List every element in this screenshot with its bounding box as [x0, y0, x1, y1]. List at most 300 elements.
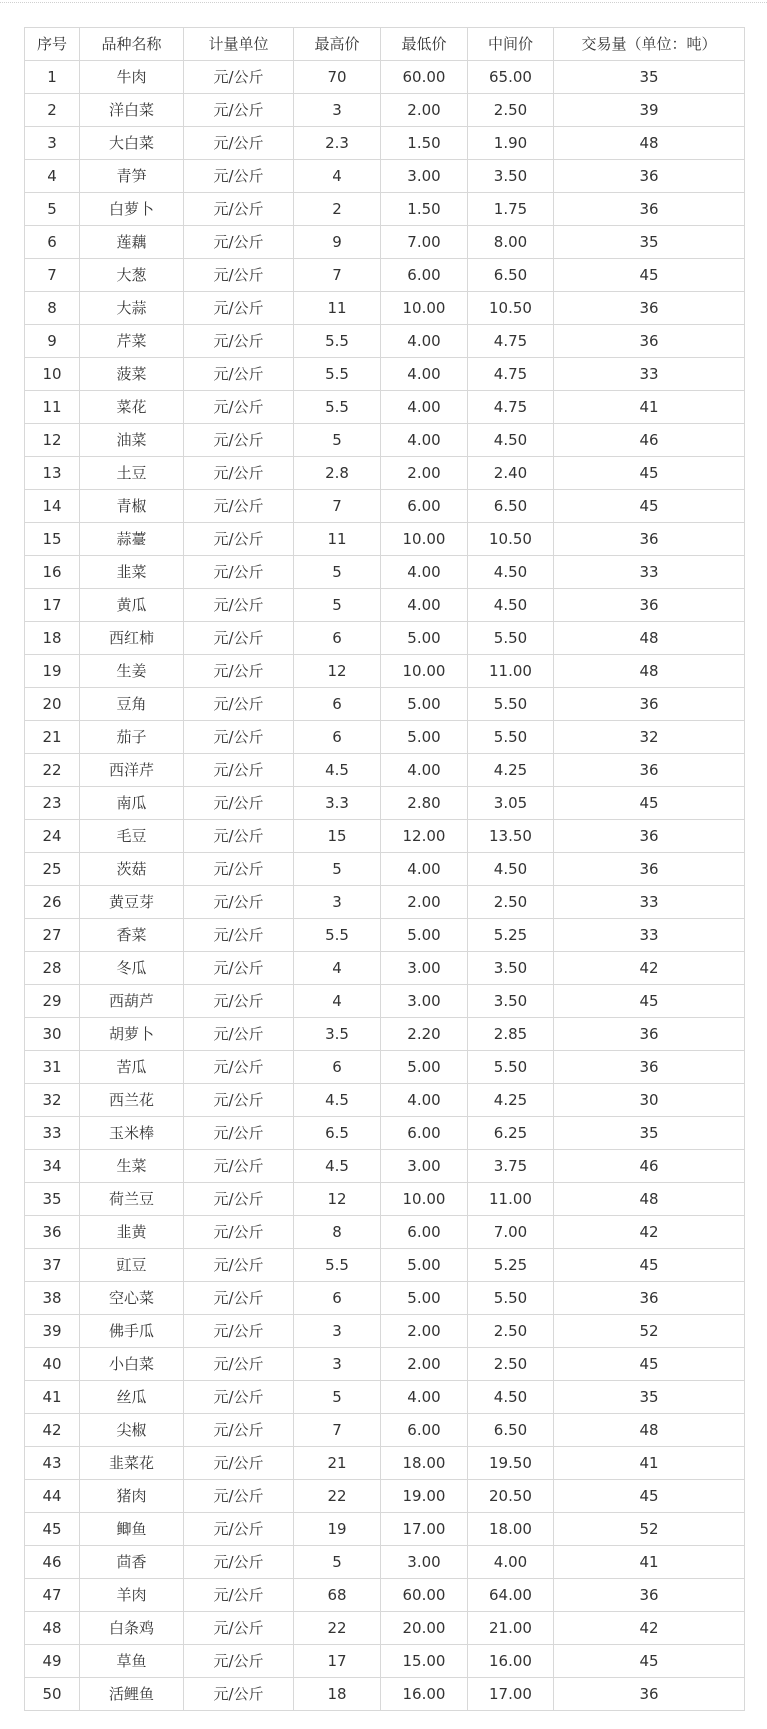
cell-volume: 45 — [554, 490, 745, 523]
cell-mid-price: 7.00 — [468, 1216, 554, 1249]
cell-max-price: 4 — [294, 985, 381, 1018]
cell-variety-name: 生菜 — [80, 1150, 184, 1183]
cell-min-price: 4.00 — [381, 424, 468, 457]
cell-volume: 35 — [554, 1381, 745, 1414]
cell-min-price: 20.00 — [381, 1612, 468, 1645]
cell-variety-name: 胡萝卜 — [80, 1018, 184, 1051]
cell-variety-name: 大葱 — [80, 259, 184, 292]
cell-seq: 8 — [25, 292, 80, 325]
cell-seq: 20 — [25, 688, 80, 721]
cell-mid-price: 6.25 — [468, 1117, 554, 1150]
cell-seq: 11 — [25, 391, 80, 424]
cell-unit: 元/公斤 — [184, 1513, 294, 1546]
column-header-volume: 交易量（单位：吨） — [554, 28, 745, 61]
cell-seq: 32 — [25, 1084, 80, 1117]
cell-seq: 36 — [25, 1216, 80, 1249]
cell-seq: 3 — [25, 127, 80, 160]
table-row — [25, 1447, 745, 1480]
cell-min-price: 15.00 — [381, 1645, 468, 1678]
table-row — [25, 1183, 745, 1216]
cell-max-price: 6.5 — [294, 1117, 381, 1150]
cell-min-price: 16.00 — [381, 1678, 468, 1711]
cell-volume: 42 — [554, 1612, 745, 1645]
top-divider — [0, 2, 767, 3]
cell-min-price: 5.00 — [381, 622, 468, 655]
cell-mid-price: 1.75 — [468, 193, 554, 226]
cell-variety-name: 猪肉 — [80, 1480, 184, 1513]
cell-seq: 22 — [25, 754, 80, 787]
table-row — [25, 94, 745, 127]
table-row — [25, 1315, 745, 1348]
table-row — [25, 226, 745, 259]
cell-mid-price: 2.40 — [468, 457, 554, 490]
cell-max-price: 3 — [294, 1348, 381, 1381]
cell-volume: 33 — [554, 556, 745, 589]
table-row — [25, 1282, 745, 1315]
cell-volume: 36 — [554, 1051, 745, 1084]
cell-variety-name: 西红柿 — [80, 622, 184, 655]
cell-variety-name: 茄子 — [80, 721, 184, 754]
cell-unit: 元/公斤 — [184, 754, 294, 787]
table-row — [25, 820, 745, 853]
table-row — [25, 193, 745, 226]
cell-mid-price: 2.50 — [468, 1315, 554, 1348]
table-row — [25, 853, 745, 886]
cell-mid-price: 8.00 — [468, 226, 554, 259]
cell-variety-name: 大白菜 — [80, 127, 184, 160]
cell-seq: 2 — [25, 94, 80, 127]
cell-seq: 10 — [25, 358, 80, 391]
cell-max-price: 5.5 — [294, 1249, 381, 1282]
table-row — [25, 1348, 745, 1381]
cell-unit: 元/公斤 — [184, 457, 294, 490]
column-header-mid-price: 中间价 — [468, 28, 554, 61]
cell-volume: 36 — [554, 754, 745, 787]
cell-unit: 元/公斤 — [184, 1183, 294, 1216]
table-row — [25, 1579, 745, 1612]
cell-volume: 45 — [554, 985, 745, 1018]
cell-max-price: 7 — [294, 490, 381, 523]
cell-mid-price: 2.50 — [468, 94, 554, 127]
cell-unit: 元/公斤 — [184, 259, 294, 292]
cell-unit: 元/公斤 — [184, 1216, 294, 1249]
cell-min-price: 6.00 — [381, 259, 468, 292]
cell-min-price: 6.00 — [381, 1216, 468, 1249]
table-row — [25, 1546, 745, 1579]
table-row — [25, 127, 745, 160]
cell-volume: 35 — [554, 226, 745, 259]
table-row — [25, 1084, 745, 1117]
cell-max-price: 2.8 — [294, 457, 381, 490]
cell-mid-price: 2.50 — [468, 886, 554, 919]
cell-min-price: 6.00 — [381, 1117, 468, 1150]
cell-max-price: 5 — [294, 1381, 381, 1414]
table-row — [25, 391, 745, 424]
cell-max-price: 4.5 — [294, 754, 381, 787]
cell-seq: 4 — [25, 160, 80, 193]
cell-mid-price: 13.50 — [468, 820, 554, 853]
cell-unit: 元/公斤 — [184, 1348, 294, 1381]
cell-max-price: 2 — [294, 193, 381, 226]
cell-seq: 5 — [25, 193, 80, 226]
table-row — [25, 1645, 745, 1678]
cell-volume: 45 — [554, 259, 745, 292]
cell-min-price: 4.00 — [381, 358, 468, 391]
cell-unit: 元/公斤 — [184, 622, 294, 655]
table-row — [25, 61, 745, 94]
cell-volume: 48 — [554, 1183, 745, 1216]
cell-mid-price: 4.25 — [468, 1084, 554, 1117]
cell-min-price: 4.00 — [381, 1381, 468, 1414]
cell-unit: 元/公斤 — [184, 1579, 294, 1612]
cell-unit: 元/公斤 — [184, 589, 294, 622]
cell-min-price: 7.00 — [381, 226, 468, 259]
cell-min-price: 4.00 — [381, 853, 468, 886]
cell-unit: 元/公斤 — [184, 1084, 294, 1117]
cell-max-price: 3 — [294, 1315, 381, 1348]
cell-seq: 14 — [25, 490, 80, 523]
cell-volume: 45 — [554, 457, 745, 490]
cell-volume: 36 — [554, 1579, 745, 1612]
cell-unit: 元/公斤 — [184, 193, 294, 226]
table-row — [25, 358, 745, 391]
cell-unit: 元/公斤 — [184, 886, 294, 919]
cell-max-price: 18 — [294, 1678, 381, 1711]
cell-seq: 31 — [25, 1051, 80, 1084]
cell-mid-price: 6.50 — [468, 490, 554, 523]
cell-mid-price: 4.25 — [468, 754, 554, 787]
cell-mid-price: 4.50 — [468, 853, 554, 886]
cell-max-price: 5.5 — [294, 358, 381, 391]
cell-unit: 元/公斤 — [184, 358, 294, 391]
cell-volume: 33 — [554, 886, 745, 919]
cell-volume: 48 — [554, 1414, 745, 1447]
cell-max-price: 5 — [294, 556, 381, 589]
header-row — [25, 28, 745, 61]
cell-mid-price: 21.00 — [468, 1612, 554, 1645]
cell-unit: 元/公斤 — [184, 424, 294, 457]
cell-max-price: 11 — [294, 292, 381, 325]
cell-volume: 32 — [554, 721, 745, 754]
table-row — [25, 292, 745, 325]
cell-seq: 42 — [25, 1414, 80, 1447]
table-row — [25, 1216, 745, 1249]
cell-volume: 48 — [554, 127, 745, 160]
column-header-variety-name: 品种名称 — [80, 28, 184, 61]
cell-max-price: 5 — [294, 1546, 381, 1579]
cell-mid-price: 5.25 — [468, 919, 554, 952]
cell-unit: 元/公斤 — [184, 94, 294, 127]
cell-variety-name: 豆角 — [80, 688, 184, 721]
cell-volume: 42 — [554, 952, 745, 985]
cell-mid-price: 2.85 — [468, 1018, 554, 1051]
cell-volume: 33 — [554, 358, 745, 391]
cell-mid-price: 6.50 — [468, 1414, 554, 1447]
table-row — [25, 1414, 745, 1447]
cell-variety-name: 菜花 — [80, 391, 184, 424]
cell-min-price: 4.00 — [381, 556, 468, 589]
cell-volume: 41 — [554, 1546, 745, 1579]
cell-seq: 43 — [25, 1447, 80, 1480]
cell-max-price: 4.5 — [294, 1084, 381, 1117]
cell-seq: 48 — [25, 1612, 80, 1645]
cell-max-price: 6 — [294, 688, 381, 721]
cell-max-price: 12 — [294, 1183, 381, 1216]
cell-min-price: 1.50 — [381, 193, 468, 226]
cell-max-price: 5.5 — [294, 919, 381, 952]
table-row — [25, 1150, 745, 1183]
table-row — [25, 523, 745, 556]
cell-unit: 元/公斤 — [184, 1117, 294, 1150]
cell-seq: 9 — [25, 325, 80, 358]
cell-mid-price: 11.00 — [468, 1183, 554, 1216]
cell-volume: 36 — [554, 589, 745, 622]
cell-volume: 45 — [554, 1645, 745, 1678]
cell-max-price: 21 — [294, 1447, 381, 1480]
cell-seq: 30 — [25, 1018, 80, 1051]
cell-variety-name: 青椒 — [80, 490, 184, 523]
table-row — [25, 919, 745, 952]
cell-min-price: 5.00 — [381, 919, 468, 952]
cell-variety-name: 菠菜 — [80, 358, 184, 391]
cell-seq: 50 — [25, 1678, 80, 1711]
cell-max-price: 5 — [294, 424, 381, 457]
cell-volume: 36 — [554, 523, 745, 556]
cell-mid-price: 4.75 — [468, 325, 554, 358]
table-row — [25, 325, 745, 358]
cell-variety-name: 佛手瓜 — [80, 1315, 184, 1348]
cell-mid-price: 3.75 — [468, 1150, 554, 1183]
cell-variety-name: 草鱼 — [80, 1645, 184, 1678]
cell-seq: 15 — [25, 523, 80, 556]
table-row — [25, 424, 745, 457]
cell-volume: 45 — [554, 1348, 745, 1381]
cell-variety-name: 洋白菜 — [80, 94, 184, 127]
cell-variety-name: 生姜 — [80, 655, 184, 688]
cell-volume: 39 — [554, 94, 745, 127]
cell-unit: 元/公斤 — [184, 1018, 294, 1051]
table-row — [25, 490, 745, 523]
cell-max-price: 3 — [294, 886, 381, 919]
cell-min-price: 10.00 — [381, 1183, 468, 1216]
cell-mid-price: 6.50 — [468, 259, 554, 292]
cell-min-price: 4.00 — [381, 391, 468, 424]
cell-min-price: 3.00 — [381, 952, 468, 985]
cell-unit: 元/公斤 — [184, 1678, 294, 1711]
cell-unit: 元/公斤 — [184, 1447, 294, 1480]
cell-unit: 元/公斤 — [184, 1282, 294, 1315]
cell-volume: 52 — [554, 1513, 745, 1546]
cell-unit: 元/公斤 — [184, 226, 294, 259]
cell-max-price: 12 — [294, 655, 381, 688]
cell-min-price: 3.00 — [381, 1150, 468, 1183]
cell-unit: 元/公斤 — [184, 1051, 294, 1084]
cell-min-price: 5.00 — [381, 1282, 468, 1315]
cell-max-price: 5.5 — [294, 391, 381, 424]
cell-unit: 元/公斤 — [184, 820, 294, 853]
cell-variety-name: 羊肉 — [80, 1579, 184, 1612]
cell-min-price: 3.00 — [381, 1546, 468, 1579]
table-row — [25, 556, 745, 589]
cell-mid-price: 4.50 — [468, 589, 554, 622]
table-row — [25, 457, 745, 490]
cell-variety-name: 丝瓜 — [80, 1381, 184, 1414]
cell-variety-name: 茴香 — [80, 1546, 184, 1579]
cell-seq: 33 — [25, 1117, 80, 1150]
cell-min-price: 4.00 — [381, 589, 468, 622]
cell-unit: 元/公斤 — [184, 523, 294, 556]
cell-variety-name: 苦瓜 — [80, 1051, 184, 1084]
cell-min-price: 1.50 — [381, 127, 468, 160]
cell-seq: 6 — [25, 226, 80, 259]
cell-volume: 35 — [554, 61, 745, 94]
cell-max-price: 4 — [294, 160, 381, 193]
cell-mid-price: 11.00 — [468, 655, 554, 688]
cell-volume: 41 — [554, 391, 745, 424]
cell-mid-price: 5.50 — [468, 1051, 554, 1084]
cell-max-price: 70 — [294, 61, 381, 94]
cell-seq: 38 — [25, 1282, 80, 1315]
table-row — [25, 754, 745, 787]
cell-seq: 19 — [25, 655, 80, 688]
cell-mid-price: 4.50 — [468, 556, 554, 589]
cell-max-price: 19 — [294, 1513, 381, 1546]
cell-seq: 37 — [25, 1249, 80, 1282]
cell-min-price: 60.00 — [381, 1579, 468, 1612]
cell-seq: 39 — [25, 1315, 80, 1348]
cell-max-price: 15 — [294, 820, 381, 853]
cell-min-price: 2.80 — [381, 787, 468, 820]
cell-volume: 42 — [554, 1216, 745, 1249]
cell-variety-name: 荷兰豆 — [80, 1183, 184, 1216]
cell-max-price: 22 — [294, 1612, 381, 1645]
cell-max-price: 17 — [294, 1645, 381, 1678]
cell-volume: 46 — [554, 424, 745, 457]
cell-unit: 元/公斤 — [184, 1612, 294, 1645]
cell-mid-price: 16.00 — [468, 1645, 554, 1678]
cell-unit: 元/公斤 — [184, 919, 294, 952]
cell-min-price: 5.00 — [381, 721, 468, 754]
cell-mid-price: 2.50 — [468, 1348, 554, 1381]
cell-volume: 36 — [554, 1678, 745, 1711]
cell-volume: 36 — [554, 1282, 745, 1315]
cell-max-price: 3.5 — [294, 1018, 381, 1051]
cell-mid-price: 19.50 — [468, 1447, 554, 1480]
cell-variety-name: 土豆 — [80, 457, 184, 490]
cell-min-price: 18.00 — [381, 1447, 468, 1480]
cell-mid-price: 5.25 — [468, 1249, 554, 1282]
cell-volume: 36 — [554, 325, 745, 358]
cell-variety-name: 韭菜 — [80, 556, 184, 589]
cell-seq: 21 — [25, 721, 80, 754]
cell-min-price: 6.00 — [381, 490, 468, 523]
cell-min-price: 10.00 — [381, 523, 468, 556]
cell-volume: 36 — [554, 853, 745, 886]
cell-seq: 7 — [25, 259, 80, 292]
cell-max-price: 7 — [294, 1414, 381, 1447]
cell-variety-name: 毛豆 — [80, 820, 184, 853]
cell-variety-name: 青笋 — [80, 160, 184, 193]
cell-volume: 41 — [554, 1447, 745, 1480]
column-header-seq: 序号 — [25, 28, 80, 61]
cell-variety-name: 蒜薹 — [80, 523, 184, 556]
cell-variety-name: 油菜 — [80, 424, 184, 457]
cell-max-price: 3.3 — [294, 787, 381, 820]
cell-seq: 40 — [25, 1348, 80, 1381]
table-row — [25, 1480, 745, 1513]
column-header-max-price: 最高价 — [294, 28, 381, 61]
cell-max-price: 5.5 — [294, 325, 381, 358]
cell-variety-name: 空心菜 — [80, 1282, 184, 1315]
cell-unit: 元/公斤 — [184, 490, 294, 523]
cell-unit: 元/公斤 — [184, 325, 294, 358]
cell-mid-price: 17.00 — [468, 1678, 554, 1711]
cell-unit: 元/公斤 — [184, 655, 294, 688]
cell-min-price: 17.00 — [381, 1513, 468, 1546]
cell-variety-name: 韭菜花 — [80, 1447, 184, 1480]
table-row — [25, 886, 745, 919]
cell-mid-price: 3.50 — [468, 985, 554, 1018]
cell-variety-name: 白萝卜 — [80, 193, 184, 226]
cell-variety-name: 冬瓜 — [80, 952, 184, 985]
cell-volume: 48 — [554, 655, 745, 688]
cell-min-price: 4.00 — [381, 754, 468, 787]
table-row — [25, 1249, 745, 1282]
cell-unit: 元/公斤 — [184, 1315, 294, 1348]
cell-mid-price: 5.50 — [468, 721, 554, 754]
cell-mid-price: 4.50 — [468, 424, 554, 457]
cell-max-price: 3 — [294, 94, 381, 127]
cell-unit: 元/公斤 — [184, 952, 294, 985]
cell-seq: 17 — [25, 589, 80, 622]
table-row — [25, 688, 745, 721]
cell-seq: 12 — [25, 424, 80, 457]
cell-seq: 46 — [25, 1546, 80, 1579]
cell-mid-price: 10.50 — [468, 292, 554, 325]
cell-max-price: 22 — [294, 1480, 381, 1513]
cell-min-price: 3.00 — [381, 160, 468, 193]
cell-max-price: 68 — [294, 1579, 381, 1612]
cell-seq: 47 — [25, 1579, 80, 1612]
table-row — [25, 1612, 745, 1645]
cell-seq: 41 — [25, 1381, 80, 1414]
cell-min-price: 2.00 — [381, 1348, 468, 1381]
cell-variety-name: 南瓜 — [80, 787, 184, 820]
cell-variety-name: 茨菇 — [80, 853, 184, 886]
cell-volume: 45 — [554, 1480, 745, 1513]
cell-mid-price: 65.00 — [468, 61, 554, 94]
cell-variety-name: 鲫鱼 — [80, 1513, 184, 1546]
cell-min-price: 3.00 — [381, 985, 468, 1018]
cell-max-price: 11 — [294, 523, 381, 556]
cell-variety-name: 黄瓜 — [80, 589, 184, 622]
cell-seq: 18 — [25, 622, 80, 655]
cell-min-price: 10.00 — [381, 655, 468, 688]
cell-variety-name: 西葫芦 — [80, 985, 184, 1018]
cell-unit: 元/公斤 — [184, 1645, 294, 1678]
cell-mid-price: 5.50 — [468, 1282, 554, 1315]
cell-unit: 元/公斤 — [184, 1480, 294, 1513]
table-row — [25, 1513, 745, 1546]
cell-mid-price: 18.00 — [468, 1513, 554, 1546]
cell-mid-price: 5.50 — [468, 688, 554, 721]
cell-unit: 元/公斤 — [184, 1381, 294, 1414]
cell-min-price: 2.20 — [381, 1018, 468, 1051]
cell-variety-name: 西洋芹 — [80, 754, 184, 787]
cell-seq: 45 — [25, 1513, 80, 1546]
table-row — [25, 952, 745, 985]
cell-volume: 36 — [554, 820, 745, 853]
